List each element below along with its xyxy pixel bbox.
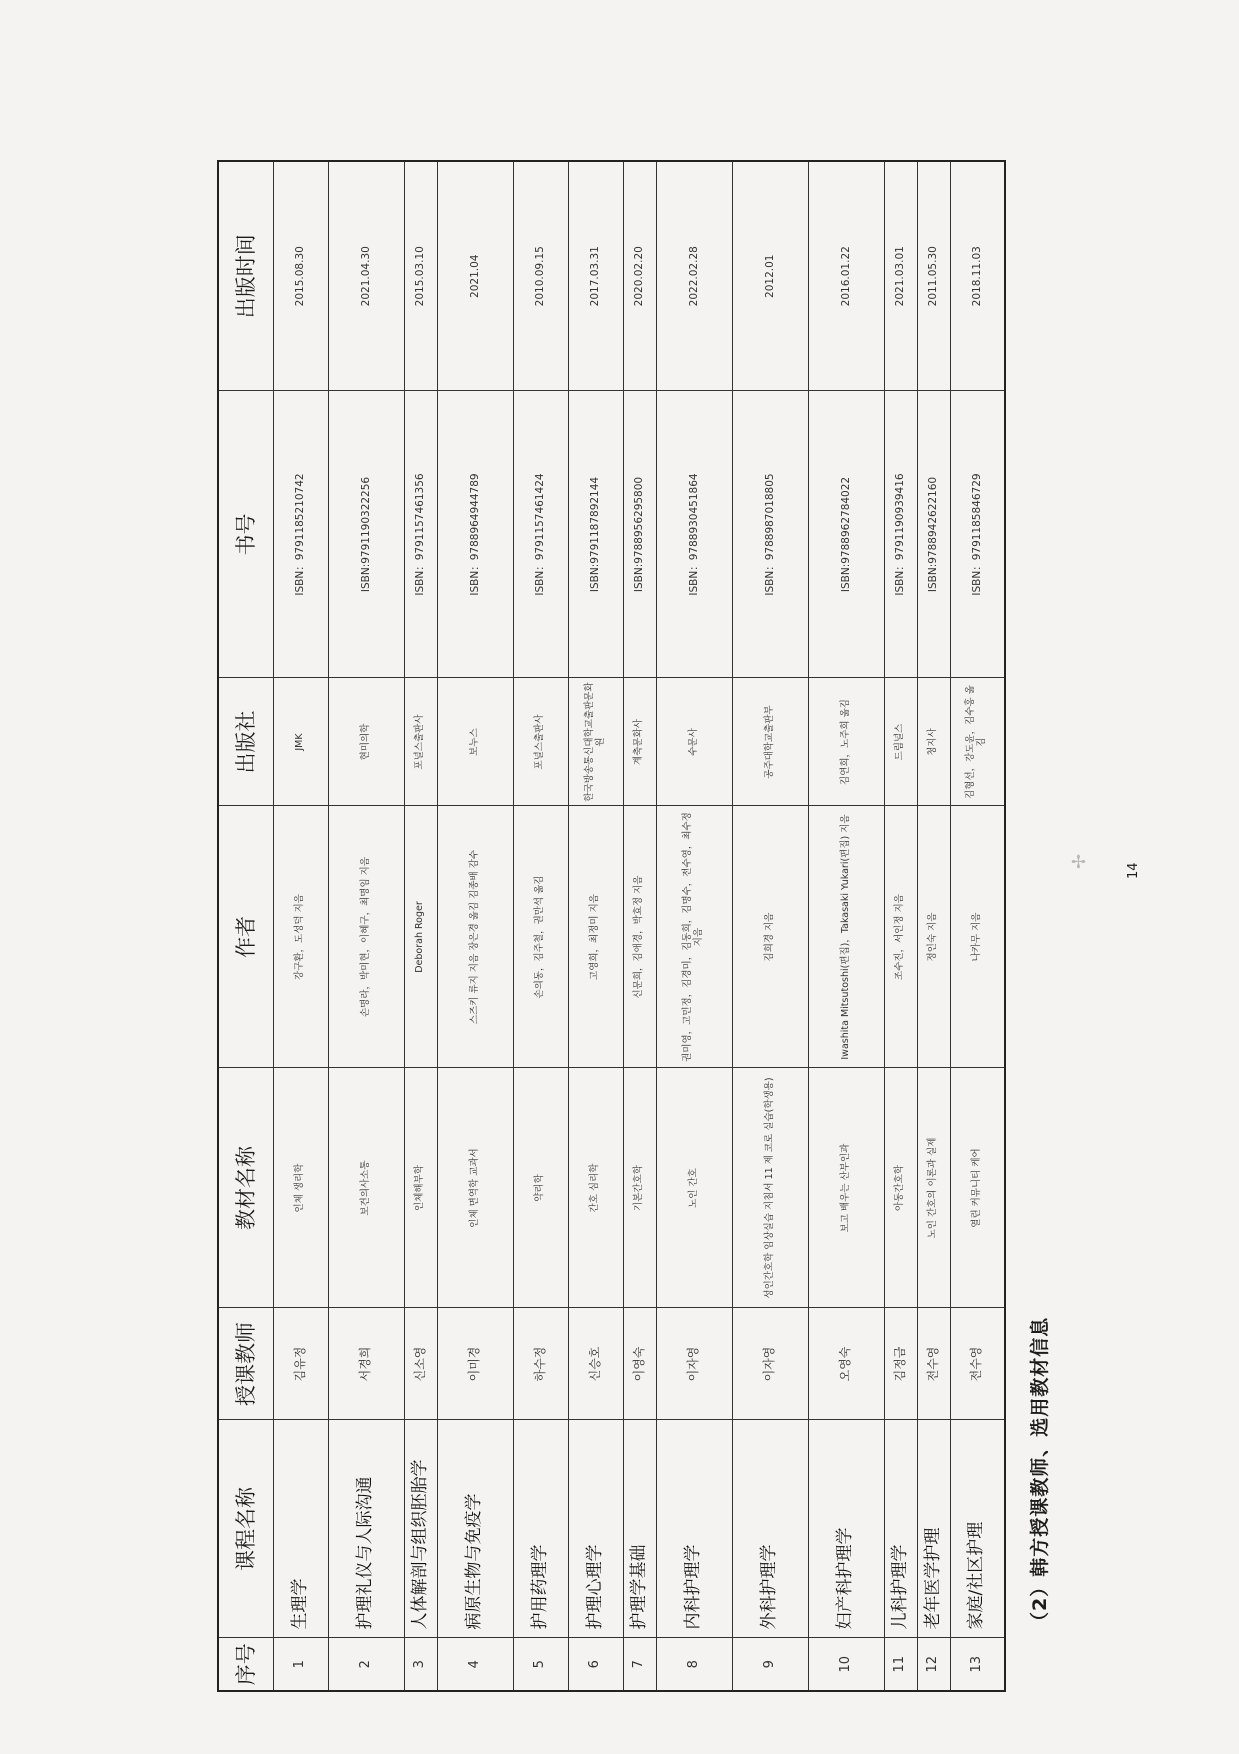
header-isbn: 书号 (218, 391, 273, 678)
cell-teacher: 김유정 (273, 1308, 328, 1420)
cell-book: 기본간호학 (623, 1068, 656, 1308)
cell-book: 보고 배우는 산부인과 (808, 1068, 884, 1308)
table-row (404, 161, 437, 1691)
table-row (437, 161, 513, 1691)
cell-course: 人体解剖与组织胚胎学 (404, 1420, 437, 1638)
header-date: 出版时间 (218, 161, 273, 391)
header-no: 序号 (218, 1638, 273, 1691)
cell-course: 外科护理学 (732, 1420, 808, 1638)
cell-no: 2 (328, 1638, 404, 1691)
table-row (328, 161, 404, 1691)
cell-teacher: 이자영 (656, 1308, 732, 1420)
cell-course: 内科护理学 (656, 1420, 732, 1638)
table-row (568, 161, 623, 1691)
cell-author: 신문희，김애경，박효정 지음 (623, 806, 656, 1068)
cell-publisher: 김연희，노주희 옮김 (808, 678, 884, 806)
cell-date: 2010.09.15 (513, 161, 568, 391)
header-teacher: 授课教师 (218, 1308, 273, 1420)
table-row (623, 161, 656, 1691)
cell-no: 13 (950, 1638, 1005, 1691)
cell-course: 妇产科护理学 (808, 1420, 884, 1638)
cell-author: 정인숙 지음 (917, 806, 950, 1068)
cell-date: 2015.08.30 (273, 161, 328, 391)
header-publisher: 出版社 (218, 678, 273, 806)
cell-no: 1 (273, 1638, 328, 1691)
cell-date: 2017.03.31 (568, 161, 623, 391)
cell-course: 护理学基础 (623, 1420, 656, 1638)
cell-publisher: 포널스출판사 (404, 678, 437, 806)
cell-isbn: ISBN:9788942622160 (917, 391, 950, 678)
cell-teacher: 오영숙 (808, 1308, 884, 1420)
cell-course: 老年医学护理 (917, 1420, 950, 1638)
cell-author: 손명라，박미현，이혜구，최명임 지음 (328, 806, 404, 1068)
cell-teacher: 이자영 (732, 1308, 808, 1420)
cell-isbn: ISBN：9788930451864 (656, 391, 732, 678)
cell-book: 약리학 (513, 1068, 568, 1308)
cell-book: 보건의사소통 (328, 1068, 404, 1308)
cell-no: 6 (568, 1638, 623, 1691)
cell-date: 2021.04 (437, 161, 513, 391)
cell-author: 고영희，최정미 지음 (568, 806, 623, 1068)
cell-author: 나카무 지음 (950, 806, 1005, 1068)
cell-isbn: ISBN：9791157461356 (404, 391, 437, 678)
cell-book: 아동간호학 (884, 1068, 917, 1308)
cell-publisher: 수문사 (656, 678, 732, 806)
cell-publisher: 계축문화사 (623, 678, 656, 806)
teacher-textbook-table (217, 160, 1006, 1692)
cell-author: 강구환，도성덕 지음 (273, 806, 328, 1068)
cell-book: 열린 커뮤니티 케어 (950, 1068, 1005, 1308)
header-course: 课程名称 (218, 1420, 273, 1638)
table-header-row (218, 161, 273, 1691)
cell-course: 家庭/社区护理 (950, 1420, 1005, 1638)
cell-course: 病原生物与免疫学 (437, 1420, 513, 1638)
cell-course: 儿科护理学 (884, 1420, 917, 1638)
cell-book: 노인 간호 (656, 1068, 732, 1308)
cell-no: 11 (884, 1638, 917, 1691)
cell-teacher: 이영숙 (623, 1308, 656, 1420)
cell-teacher: 하수정 (513, 1308, 568, 1420)
cell-isbn: ISBN：9788987018805 (732, 391, 808, 678)
cell-isbn: ISBN：9791185846729 (950, 391, 1005, 678)
cell-date: 2021.03.01 (884, 161, 917, 391)
cell-author: 조수진，서인정 지음 (884, 806, 917, 1068)
cell-no: 4 (437, 1638, 513, 1691)
cell-course: 护理心理学 (568, 1420, 623, 1638)
cell-teacher: 전수영 (917, 1308, 950, 1420)
cell-author: 김희경 지음 (732, 806, 808, 1068)
cell-date: 2021.04.30 (328, 161, 404, 391)
cell-isbn: ISBN：9791190939416 (884, 391, 917, 678)
header-author: 作者 (218, 806, 273, 1068)
cell-isbn: ISBN：9791157461424 (513, 391, 568, 678)
cell-no: 8 (656, 1638, 732, 1691)
table-row (884, 161, 917, 1691)
cell-author: Deborah Roger (404, 806, 437, 1068)
cell-publisher: 보누스 (437, 678, 513, 806)
cell-teacher: 신승호 (568, 1308, 623, 1420)
cell-teacher: 김정금 (884, 1308, 917, 1420)
cell-course: 生理学 (273, 1420, 328, 1638)
cell-date: 2012.01 (732, 161, 808, 391)
table-row (732, 161, 808, 1691)
cell-no: 3 (404, 1638, 437, 1691)
table-row (656, 161, 732, 1691)
table-row (273, 161, 328, 1691)
cell-teacher: 이미경 (437, 1308, 513, 1420)
cell-isbn: ISBN:9791190322256 (328, 391, 404, 678)
cell-publisher: 한국방송통신대학교출판문화원 (568, 678, 623, 806)
cell-isbn: ISBN:9788962784022 (808, 391, 884, 678)
cell-book: 인체 생리학 (273, 1068, 328, 1308)
cell-date: 2022.02.28 (656, 161, 732, 391)
cell-date: 2011.05.30 (917, 161, 950, 391)
cell-publisher: 포널스출판사 (513, 678, 568, 806)
cell-no: 9 (732, 1638, 808, 1691)
table-row (950, 161, 1005, 1691)
cell-publisher: 드림널스 (884, 678, 917, 806)
page-number: 14 (1126, 862, 1141, 879)
cell-publisher: 김형선，강도윤，김수홍 옮김 (950, 678, 1005, 806)
cell-no: 10 (808, 1638, 884, 1691)
cell-teacher: 신소영 (404, 1308, 437, 1420)
table-row (513, 161, 568, 1691)
scan-mark: ✢ (1069, 853, 1090, 869)
table-row (808, 161, 884, 1691)
cell-no: 7 (623, 1638, 656, 1691)
cell-date: 2015.03.10 (404, 161, 437, 391)
cell-publisher: 청지사 (917, 678, 950, 806)
cell-isbn: ISBN:9788956295800 (623, 391, 656, 678)
cell-book: 간호 심리학 (568, 1068, 623, 1308)
cell-book: 인체해부학 (404, 1068, 437, 1308)
cell-no: 5 (513, 1638, 568, 1691)
cell-isbn: ISBN：9791185210742 (273, 391, 328, 678)
cell-author: Iwashita Mitsutoshi(편집)，Takasaki Yukari(편집) 지음 (808, 806, 884, 1068)
cell-isbn: ISBN:9791187892144 (568, 391, 623, 678)
table-row (917, 161, 950, 1691)
cell-date: 2020.02.20 (623, 161, 656, 391)
cell-teacher: 전수영 (950, 1308, 1005, 1420)
cell-no: 12 (917, 1638, 950, 1691)
cell-date: 2016.01.22 (808, 161, 884, 391)
cell-teacher: 서경희 (328, 1308, 404, 1420)
cell-publisher: JMK (273, 678, 328, 806)
cell-course: 护理礼仪与人际沟通 (328, 1420, 404, 1638)
cell-author: 손의동，김주철，권만석 옮김 (513, 806, 568, 1068)
cell-publisher: 현미의학 (328, 678, 404, 806)
cell-publisher: 공주대학교출판부 (732, 678, 808, 806)
cell-author: 권미영，고민정，김경미，김동희，김명수，전수영，최수정 지음 (656, 806, 732, 1068)
cell-course: 护用药理学 (513, 1420, 568, 1638)
cell-book: 노인 간호의 이론과 실제 (917, 1068, 950, 1308)
cell-date: 2018.11.03 (950, 161, 1005, 391)
section-caption: （2）韩方授课教师、选用教材信息 (1029, 1316, 1051, 1631)
cell-book: 성인간호학 임상실습 지침서 11 제 코로 실습(학생용) (732, 1068, 808, 1308)
cell-book: 인체 면역학 교과서 (437, 1068, 513, 1308)
cell-author: 스즈키 류지 지음 장은경 옮김 김종배 감수 (437, 806, 513, 1068)
header-book: 教材名称 (218, 1068, 273, 1308)
cell-isbn: ISBN：9788964944789 (437, 391, 513, 678)
